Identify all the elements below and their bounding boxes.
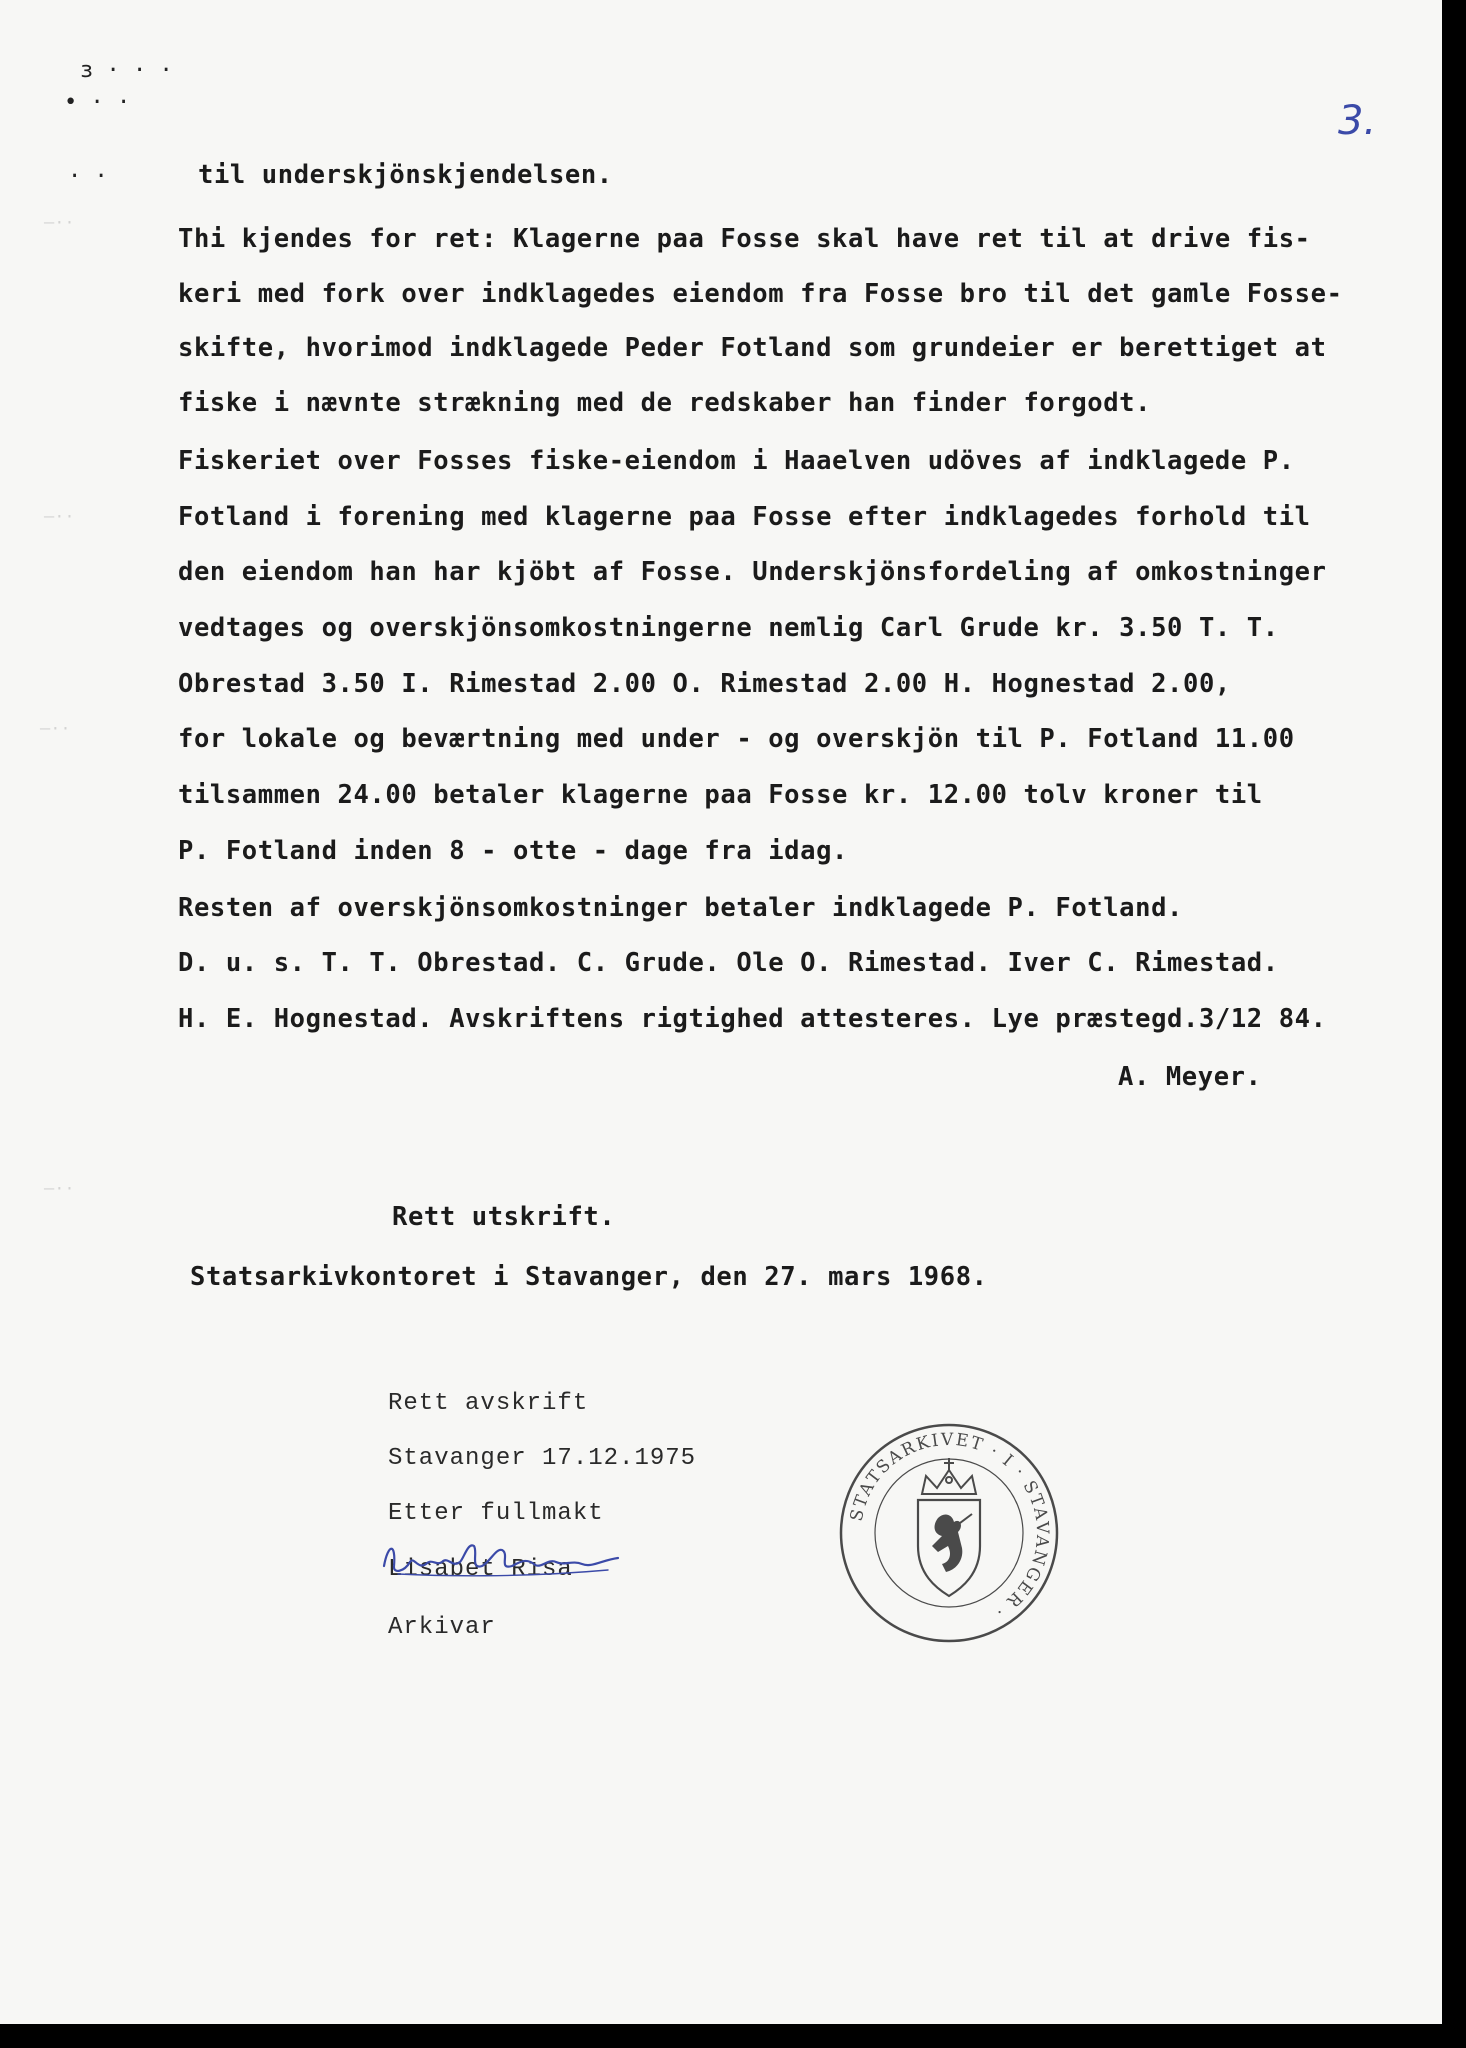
margin-mark: ɜ · · · — [80, 58, 173, 83]
body-line: D. u. s. T. T. Obrestad. C. Grude. Ole O. Rimestad. Iver C. Rimestad. — [178, 948, 1279, 978]
certification-place-date: Statsarkivkontoret i Stavanger, den 27. mars 1968. — [190, 1262, 988, 1292]
handwritten-signature — [378, 1536, 628, 1580]
body-line: keri med fork over indklagedes eiendom fra Fosse bro til det gamle Fosse- — [178, 279, 1343, 309]
attestation-authority: Etter fullmakt — [388, 1500, 604, 1527]
margin-mark: · · — [68, 164, 108, 189]
crown-icon — [922, 1458, 976, 1494]
body-line: P. Fotland inden 8 - otte - dage fra idag. — [178, 836, 848, 866]
author-signature-line: A. Meyer. — [1118, 1062, 1262, 1092]
body-line: vedtages og overskjönsomkostningerne nemlig Carl Grude kr. 3.50 T. T. — [178, 613, 1279, 643]
attestation-signer-name: Lisabet Risa — [388, 1556, 573, 1583]
attestation-place-date: Stavanger 17.12.1975 — [388, 1445, 697, 1472]
body-line: H. E. Hognestad. Avskriftens rigtighed attesteres. Lye præstegd.3/12 84. — [178, 1004, 1327, 1034]
body-line: Fiskeriet over Fosses fiske-eiendom i Haaelven udöves af indklagede P. — [178, 446, 1295, 476]
margin-mark: • · · — [64, 90, 131, 115]
body-line: Obrestad 3.50 I. Rimestad 2.00 O. Rimestad 2.00 H. Hognestad 2.00, — [178, 669, 1231, 699]
attestation-signer-title: Arkivar — [388, 1614, 496, 1641]
lion-shield-icon — [918, 1500, 980, 1596]
body-line: skifte, hvorimod indklagede Peder Fotland som grundeier er berettiget at — [178, 333, 1327, 363]
body-line: fiske i nævnte strækning med de redskaber han finder forgodt. — [178, 388, 1152, 418]
bleed-through-mark: —·· — [40, 720, 71, 739]
attestation-heading: Rett avskrift — [388, 1390, 589, 1417]
body-line: til underskjönskjendelsen. — [198, 160, 613, 190]
certification-title: Rett utskrift. — [392, 1202, 616, 1232]
archive-seal — [834, 1418, 1064, 1648]
body-line: Fotland i forening med klagerne paa Fosse efter indklagedes forhold til — [178, 502, 1311, 532]
bleed-through-mark: —·· — [44, 1180, 75, 1199]
bleed-through-mark: —·· — [44, 214, 75, 233]
seal-text: STATSARKIVET · I · STAVANGER · — [846, 1429, 1053, 1623]
body-line: tilsammen 24.00 betaler klagerne paa Fosse kr. 12.00 tolv kroner til — [178, 780, 1263, 810]
body-line: Thi kjendes for ret: Klagerne paa Fosse skal have ret til at drive fis- — [178, 224, 1311, 254]
body-line: den eiendom han har kjöbt af Fosse. Underskjönsfordeling af omkostninger — [178, 557, 1327, 587]
bleed-through-mark: —·· — [44, 508, 75, 527]
page-number: 3. — [1338, 98, 1377, 144]
body-line: Resten af overskjönsomkostninger betaler indklagede P. Fotland. — [178, 893, 1183, 923]
body-line: for lokale og beværtning med under - og overskjön til P. Fotland 11.00 — [178, 724, 1295, 754]
